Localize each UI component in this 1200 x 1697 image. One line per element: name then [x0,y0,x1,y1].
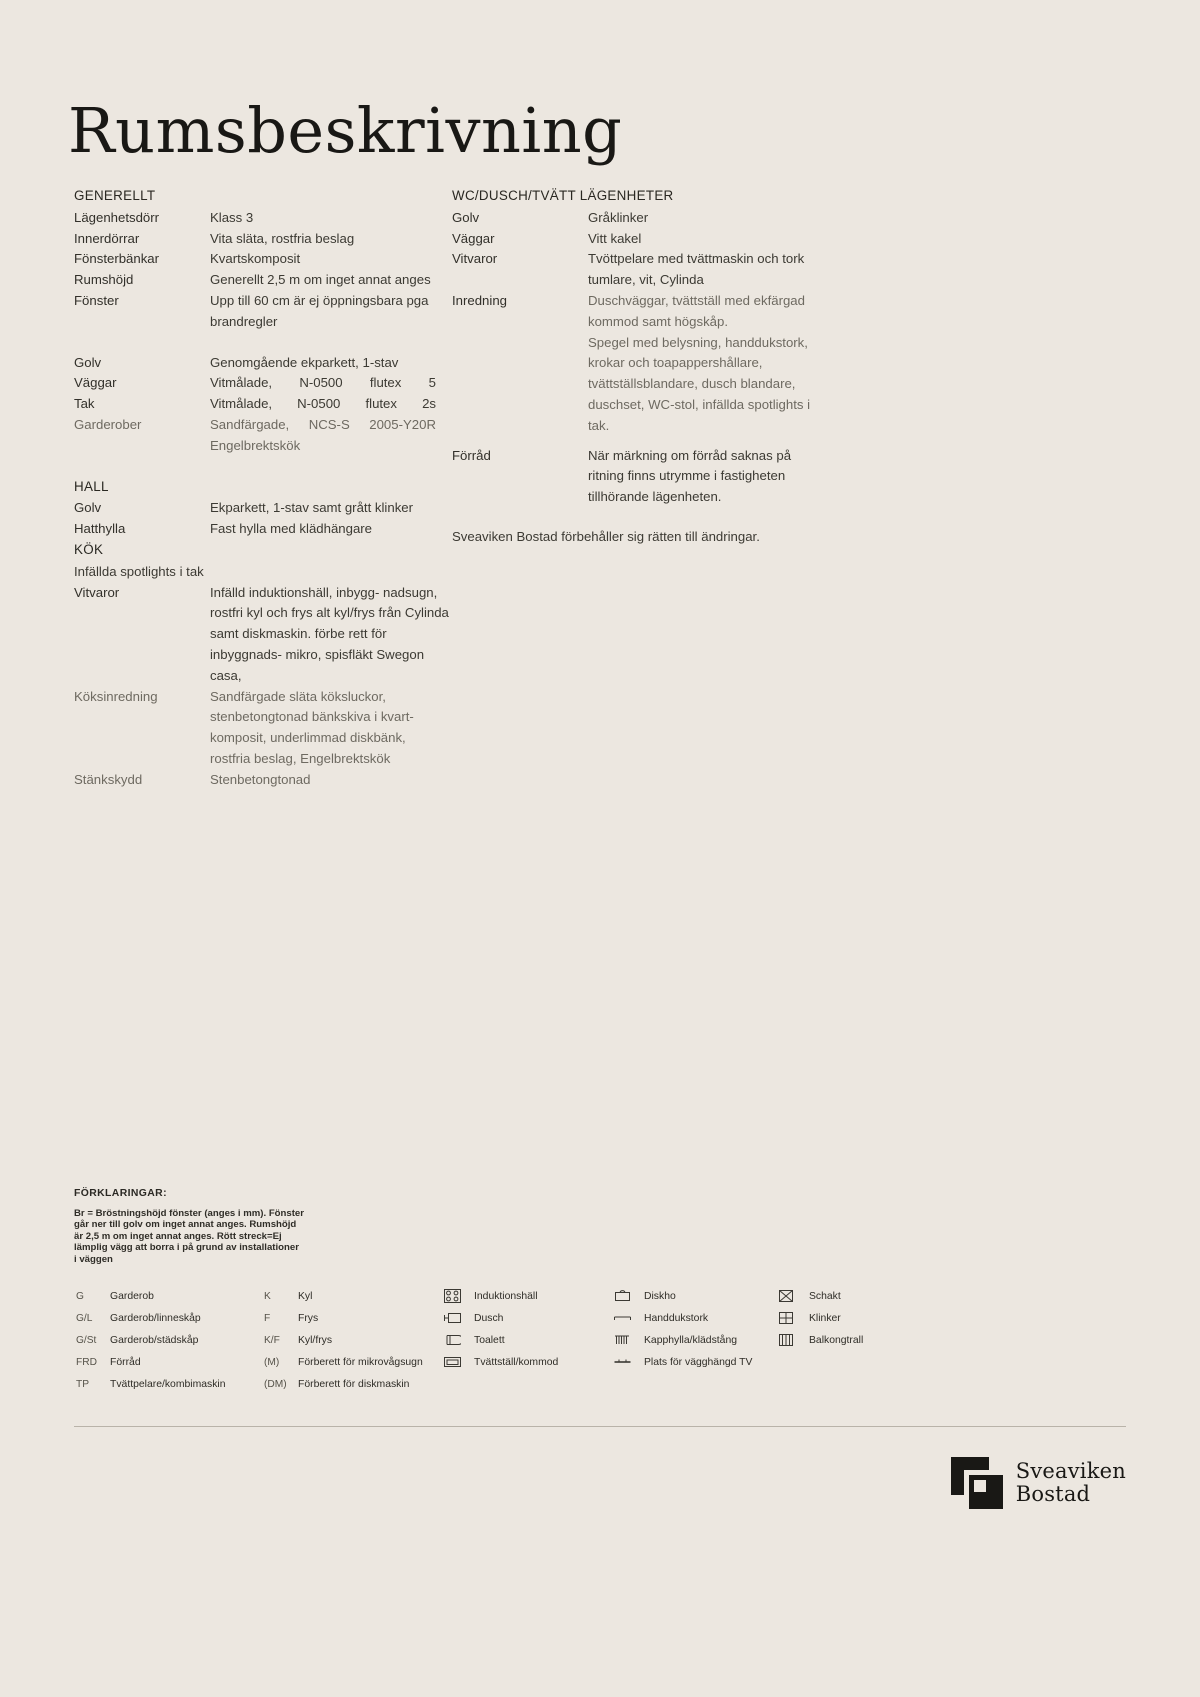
legend-item [779,1329,929,1351]
spec-key: Rumshöjd [74,272,134,288]
spec-key: Vitvaror [74,584,120,600]
spec-key: Fönster [74,292,119,308]
balcony-grate-icon [779,1333,809,1347]
legend-item [76,1373,256,1395]
legend-label: Plats för vägghängd TV [644,1356,753,1368]
legend-label: Förberett för diskmaskin [298,1378,410,1390]
spec-value: Vitt kakel [588,230,642,246]
legend-item [614,1307,804,1329]
legend-item [444,1307,624,1329]
spec-key: Lägenhetsdörr [74,209,160,225]
shower-icon [444,1311,474,1325]
spec-row [452,208,827,229]
spec-key: Väggar [74,375,117,391]
spec-value: Infälld induktionshäll, inbygg- nadsugn, rostfri kyl och frys alt kyl/frys från Cylinda samt diskmaskin. förbe rett för inbyggnads- mikro, spisfläkt Swegon casa, [210,584,449,683]
legend-item [264,1307,444,1329]
wall-tv-icon [614,1355,644,1369]
legend-item [76,1285,256,1307]
spec-value: Kvartskomposit [210,251,301,267]
spec-key: Innerdörrar [74,230,140,246]
spec-key: Golv [74,354,102,370]
spec-value-part: flutex [369,375,402,391]
legend-label: Garderob/städskåp [110,1334,199,1346]
legend-label: Kyl/frys [298,1334,333,1346]
spec-row [74,353,449,374]
footer-divider [74,1426,1126,1427]
legend-label: Förråd [110,1356,141,1368]
spec-row [452,229,827,250]
legend-abbr: K/F [264,1334,280,1346]
legend-item [444,1351,624,1373]
legend-abbr: G/St [76,1334,97,1346]
brand-logo [951,1457,1126,1509]
legend-icon-column-3 [779,1285,929,1351]
brand-line-2: Bostad [1015,1482,1091,1506]
legend-label: Dusch [474,1312,504,1324]
legend-abbr: G/L [76,1312,93,1324]
shaft-icon [779,1289,809,1303]
legend-item [779,1285,929,1307]
legend-abbr-column-2 [264,1285,444,1395]
spec-row [452,446,827,508]
section-heading-generellt: GENERELLT [74,188,156,203]
spec-key: Hatthylla [74,521,126,537]
spec-value: Gråklinker [588,209,649,225]
spec-key: Väggar [452,230,495,246]
spec-row [452,291,827,333]
legend-icon-column-1 [444,1285,624,1373]
legend-item [614,1351,804,1373]
legend-abbr: (DM) [264,1378,287,1390]
spec-row [74,687,449,770]
spec-value-part: N-0500 [297,396,341,412]
legend-label: Garderob/linneskåp [110,1312,201,1324]
spec-key: Vitvaror [452,251,498,267]
disclaimer-text: Sveaviken Bostad förbehåller sig rätten till ändringar. [452,528,760,544]
spec-value: Ekparkett, 1-stav samt grått klinker [210,500,414,516]
legend-label: Induktionshäll [474,1290,538,1302]
spec-row [74,415,449,436]
spec-value-part: Sandfärgade, [210,416,290,432]
legend-label: Tvättpelare/kombimaskin [110,1378,226,1390]
legend-item [264,1351,444,1373]
spec-row [74,249,449,270]
page-title: Rumsbeskrivning [68,93,623,167]
right-spec-column [452,186,827,548]
spec-key: Garderober [74,416,142,432]
legend-label: Garderob [110,1290,154,1302]
legend-title: FÖRKLARINGAR: [74,1188,167,1199]
legend-item [264,1329,444,1351]
washbasin-icon [444,1355,474,1369]
spec-row [74,770,449,791]
legend-note: Br = Bröstningshöjd fönster (anges i mm). Fönster går ner till golv om inget annat anges. Rumshöjd är 2,5 m om inget annat anges. Rött streck=Ej lämplig vägg att borra i på grund av installationer i väggen [74,1208,305,1265]
legend-item [76,1329,256,1351]
spec-value-part: Vitmålade, [210,396,273,412]
spec-value-part: N-0500 [299,375,343,391]
legend-item [444,1329,624,1351]
legend-label: Schakt [809,1290,841,1302]
section-heading-wc-dusch-tvatt: WC/DUSCH/TVÄTT LÄGENHETER [452,188,674,203]
spec-key: Stänkskydd [74,771,143,787]
spec-value: Stenbetongtonad [210,771,311,787]
legend-item [614,1285,804,1307]
hat-shelf-icon [614,1333,644,1347]
spec-value: Duschväggar, tvättställ med ekfärgad kommod samt högskåp. [588,292,805,329]
spec-row [74,436,449,457]
legend-item [264,1373,444,1395]
legend-abbr: K [264,1290,271,1302]
legend-abbr: (M) [264,1356,280,1368]
spec-value: Engelbrektskök [210,437,301,453]
spec-row [452,249,827,291]
legend-abbr: TP [76,1378,90,1390]
legend-item [264,1285,444,1307]
legend-icon-column-2 [614,1285,804,1373]
left-spec-column [74,186,449,791]
spec-value: Fast hylla med klädhängare [210,521,373,537]
spec-row [74,583,449,687]
spec-row [74,498,449,519]
spec-value-part: 2005-Y20R [369,416,436,432]
kitchen-spotlights-note: Infällda spotlights i tak [74,563,204,579]
legend-label: Kapphylla/klädstång [644,1334,738,1346]
spec-value: Spegel med belysning, handdukstork, krokar och toapappershållare, tvättställsblandare, dusch blandare, duschset, WC-stol, infällda spotlights i tak. [588,334,811,433]
spec-value-part: 5 [428,375,436,391]
legend-item [444,1285,624,1307]
legend-abbr: G [76,1290,84,1302]
section-heading-hall: HALL [74,478,109,494]
spec-row [74,270,449,291]
legend-abbr: F [264,1312,271,1324]
legend-block [74,1188,1124,1395]
spec-value-part: flutex [365,396,397,412]
legend-label: Toalett [474,1334,505,1346]
spec-value: Tvöttpelare med tvättmaskin och tork tumlare, vit, Cylinda [588,251,805,288]
brand-name [1016,1460,1126,1506]
legend-label: Balkongtrall [809,1334,864,1346]
sveaviken-logo-mark [951,1457,1003,1509]
toilet-icon [444,1333,474,1347]
legend-item [614,1329,804,1351]
tile-icon [779,1311,809,1325]
spec-key: Fönsterbänkar [74,251,160,267]
spec-row [74,291,449,333]
legend-label: Frys [298,1312,319,1324]
legend-label: Förberett för mikrovågsugn [298,1356,423,1368]
spec-value-part: NCS-S [308,416,350,432]
legend-label: Kyl [298,1290,313,1302]
spec-value-part: 2s [422,396,436,412]
spec-key: Köksinredning [74,688,158,704]
spec-value: När märkning om förråd saknas på ritning finns utrymme i fastigheten tillhörande lägenheten. [588,447,792,505]
legend-abbr: FRD [76,1356,97,1368]
legend-label: Tvättställ/kommod [474,1356,559,1368]
section-heading-kok: KÖK [74,541,104,557]
legend-abbr-column-1 [76,1285,256,1395]
spec-value: Sandfärgade släta köksluckor, stenbetongtonad bänkskiva i kvart- komposit, underlimmad diskbänk, rostfria beslag, Engelbrektskök [210,688,414,766]
legend-item [76,1307,256,1329]
spec-row [452,333,827,437]
legend-item [76,1351,256,1373]
legend-label: Diskho [644,1290,676,1302]
sink-icon [614,1289,644,1303]
spec-value: Generellt 2,5 m om inget annat anges [210,272,431,288]
legend-label: Handdukstork [644,1312,709,1324]
brand-line-1: Sveaviken [1015,1459,1126,1483]
spec-value: Vita släta, rostfria beslag [210,230,355,246]
spec-key: Förråd [452,447,491,463]
towel-rail-icon [614,1311,644,1325]
legend-item [779,1307,929,1329]
spec-value: Genomgående ekparkett, 1-stav [210,354,399,370]
spec-row [74,394,449,415]
spec-row [74,519,449,540]
spec-row [74,208,449,229]
spec-value: Upp till 60 cm är ej öppningsbara pga brandregler [210,292,429,329]
spec-value: Klass 3 [210,209,254,225]
spec-key: Golv [74,500,102,516]
legend-label: Klinker [809,1312,841,1324]
spec-row [74,373,449,394]
spec-value-part: Vitmålade, [210,375,273,391]
spec-key: Inredning [452,292,507,308]
spec-key: Golv [452,209,480,225]
induction-hob-icon [444,1289,474,1303]
spec-key: Tak [74,396,95,412]
spec-row [74,229,449,250]
